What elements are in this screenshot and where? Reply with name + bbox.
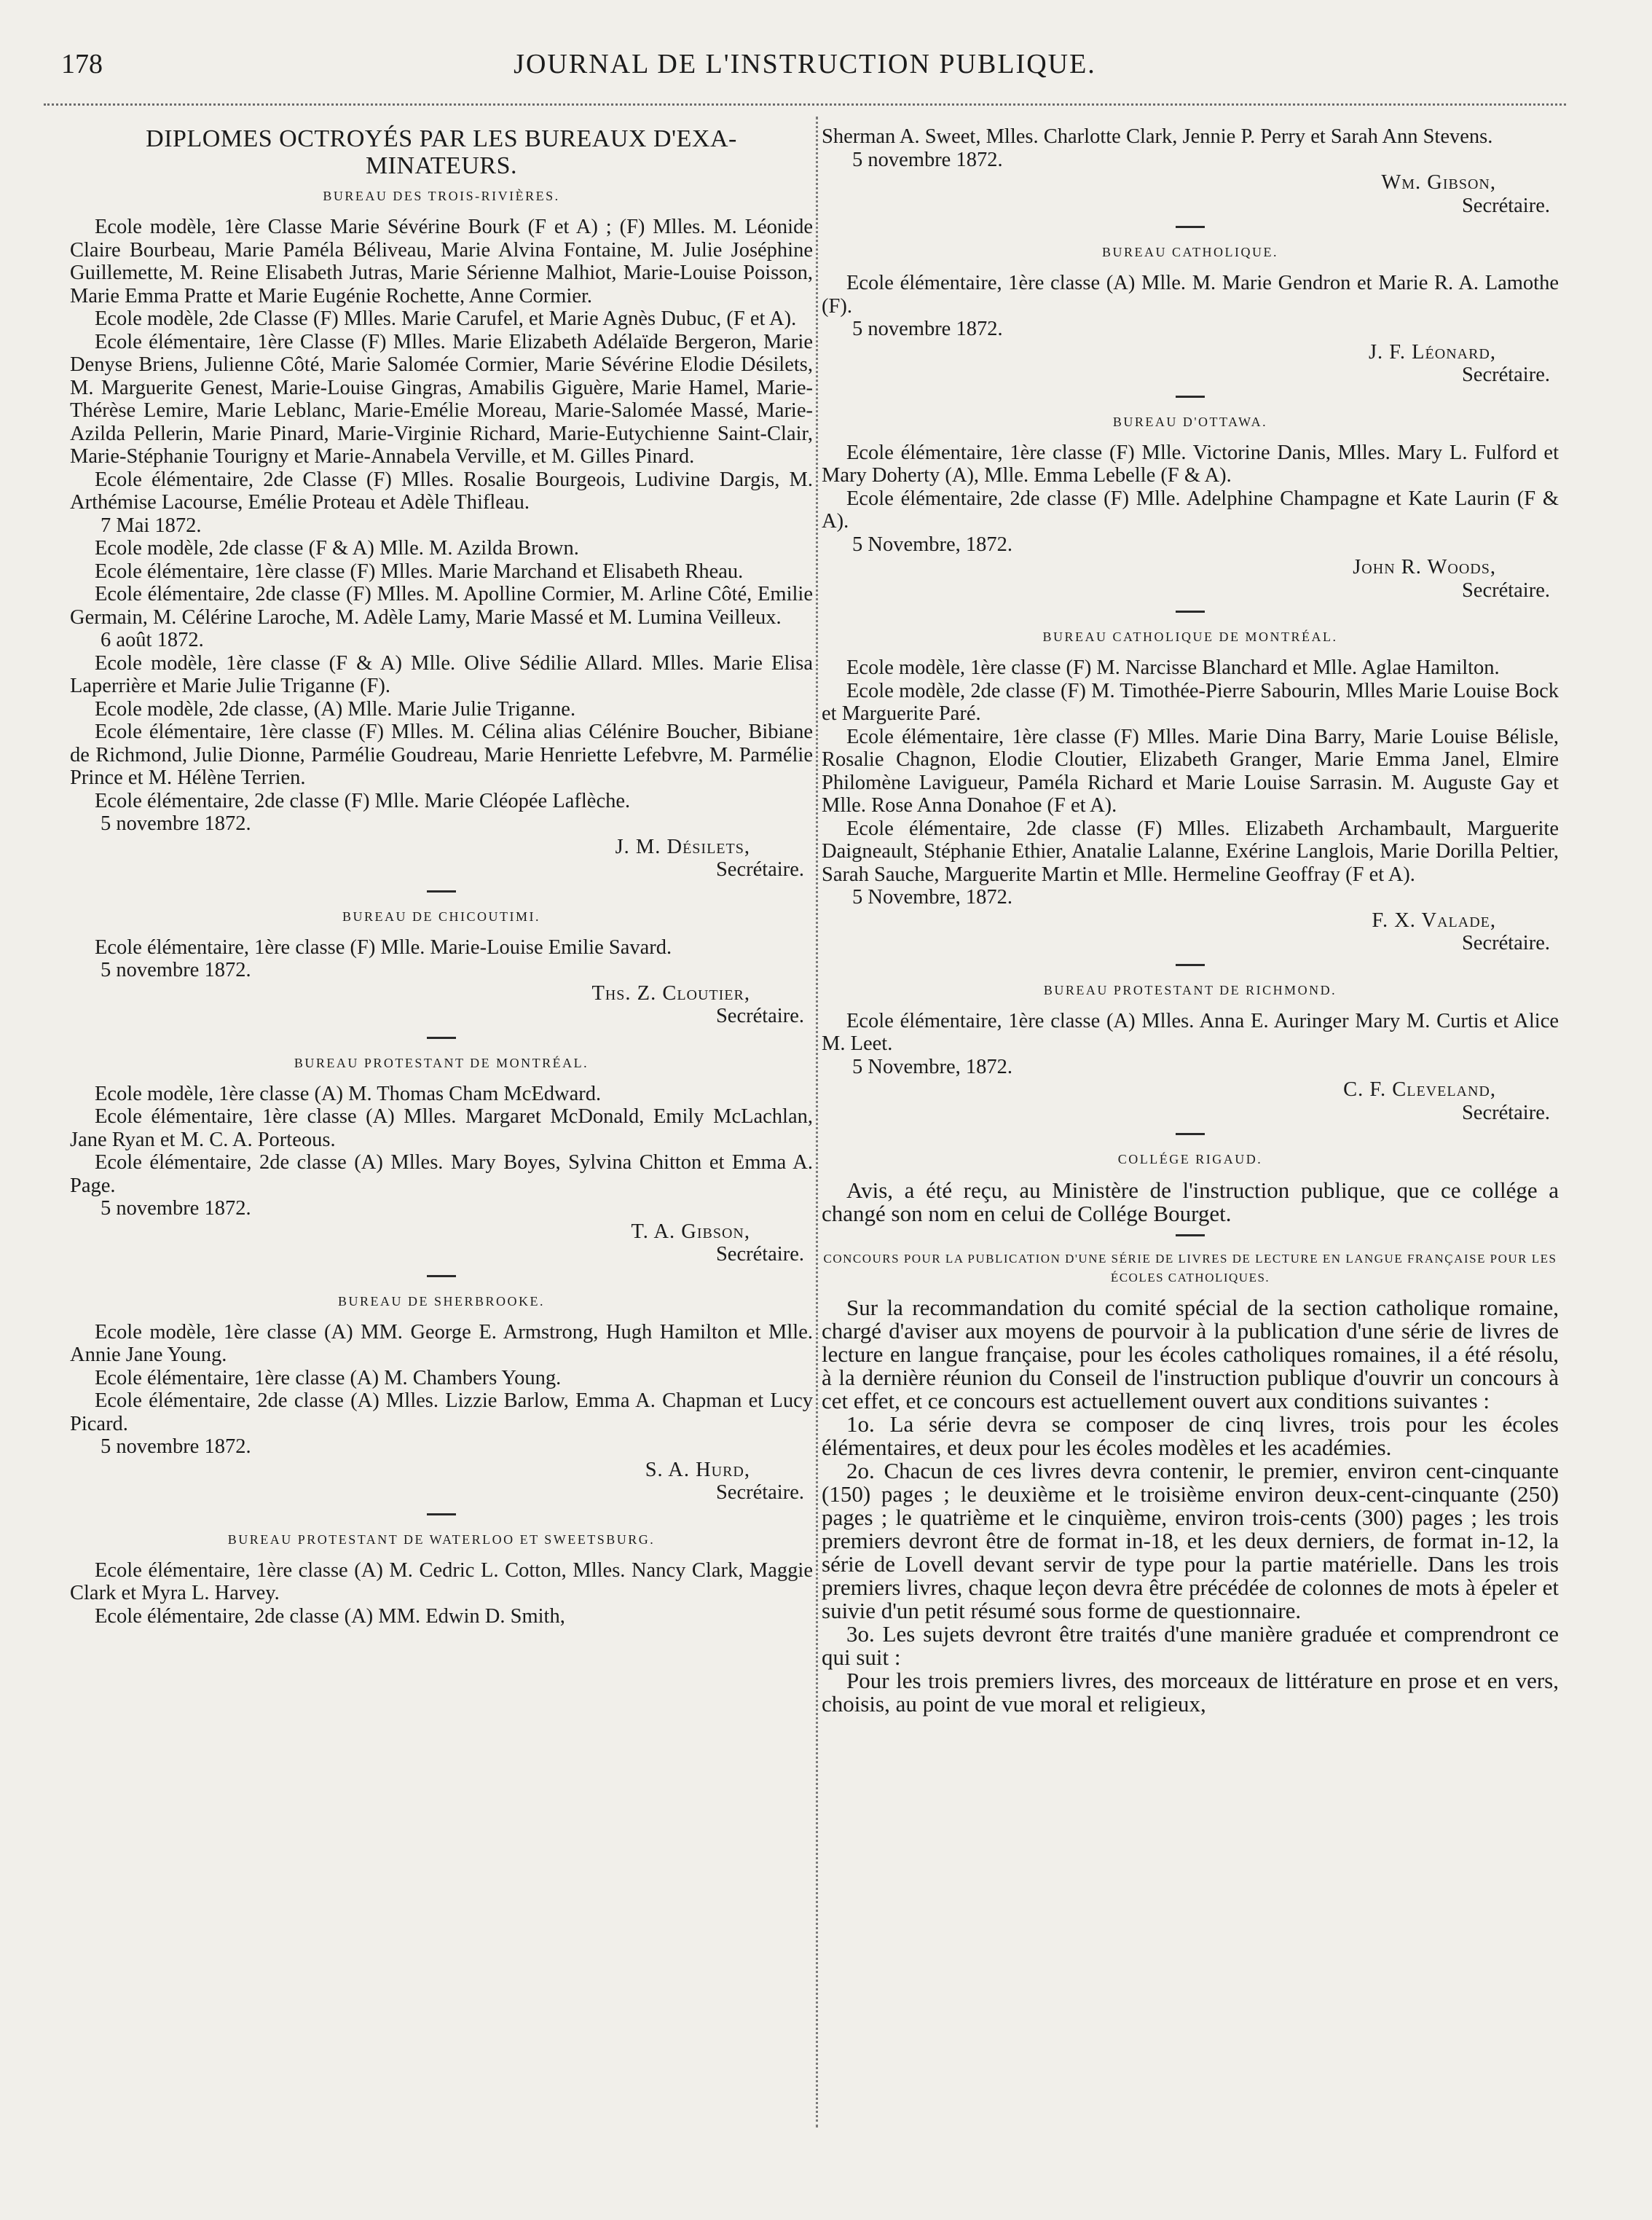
signatory-role: Secrétaire. xyxy=(715,1481,804,1504)
bureau-heading: BUREAU CATHOLIQUE. xyxy=(1102,245,1278,259)
signatory-name: S. A. Hurd, xyxy=(645,1458,750,1481)
signatory-role: Secrétaire. xyxy=(1461,1101,1550,1124)
signatory-name: Ths. Z. Cloutier, xyxy=(591,981,750,1005)
diploma-paragraph: Ecole modèle, 2de Classe (F) Mlles. Marie Carufel, et Marie Agnès Dubuc, (F et A). xyxy=(95,307,797,330)
diploma-paragraph: Ecole élémentaire, 1ère classe (F) Mlle. Marie-Louise Emilie Savard. xyxy=(95,936,672,959)
diploma-paragraph: Ecole élémentaire, 1ère classe (A) Mlles. Margaret McDonald, Emily McLachlan, Jane Ryan et M. C. A. Porteous. xyxy=(70,1105,813,1151)
bureau-heading: BUREAU PROTESTANT DE MONTRÉAL. xyxy=(294,1055,589,1070)
diploma-paragraph: Ecole élémentaire, 1ère classe (F) Mlle. Victorine Danis, Mlles. Mary L. Fulford et Mary Doherty (A), Mlle. Emma Lebelle (F & A). xyxy=(822,441,1559,487)
right-column xyxy=(822,125,1559,1716)
section-divider xyxy=(427,1275,456,1277)
section-divider xyxy=(1176,1234,1205,1236)
concours-heading: CONCOURS POUR LA PUBLICATION D'UNE SÉRIE DE LIVRES DE LECTURE EN LANGUE FRANÇAISE POUR LES ÉCOLES CATHOLIQUES. xyxy=(823,1252,1557,1284)
diploma-paragraph: Ecole modèle, 1ère classe (F) M. Narcisse Blanchard et Mlle. Aglae Hamilton. xyxy=(846,656,1500,679)
diploma-paragraph: Ecole modèle, 1ère classe (A) MM. George E. Armstrong, Hugh Hamilton et Mlle. Annie Jane Young. xyxy=(70,1320,813,1366)
section-divider xyxy=(427,890,456,893)
diploma-paragraph: Ecole élémentaire, 1ère classe (A) M. Chambers Young. xyxy=(95,1366,562,1389)
diploma-paragraph: Ecole élémentaire, 1ère classe (A) Mlles. Anna E. Auringer Mary M. Curtis et Alice M. Leet. xyxy=(822,1009,1559,1055)
date-line: 5 novembre 1872. xyxy=(852,148,1003,171)
diploma-paragraph: Ecole élémentaire, 1ère classe (F) Mlles. Marie Dina Barry, Marie Louise Bélisle, Rosalie Chagnon, Elodie Cloutier, Elizabeth Granger, Marie Emma Janel, Elmire Philomène Lavigueur, Paméla Richard et Marie Louise Sarrasin. M. Auguste Gay et Mlle. Rose Anna Donahoe (F et A). xyxy=(822,725,1559,817)
diploma-paragraph: Ecole élémentaire, 2de classe (A) Mlles. Mary Boyes, Sylvina Chitton et Emma A. Page. xyxy=(70,1151,813,1197)
diploma-paragraph: Ecole élémentaire, 2de Classe (F) Mlles. Rosalie Bourgeois, Ludivine Dargis, M. Arthémise Lacourse, Emélie Proteau et Adèle Thifleau. xyxy=(70,468,813,514)
diploma-paragraph: Ecole modèle, 1ère classe (A) M. Thomas Cham McEdward. xyxy=(95,1082,602,1105)
bureau-heading: BUREAU PROTESTANT DE WATERLOO ET SWEETSBURG. xyxy=(227,1531,656,1547)
section-divider xyxy=(427,1037,456,1039)
notice-paragraph: 3o. Les sujets devront être traités d'une manière graduée et comprendront ce qui suit : xyxy=(822,1621,1559,1670)
column-divider xyxy=(816,117,818,2127)
signatory-name: C. F. Cleveland, xyxy=(1343,1078,1496,1101)
signatory-name: Wm. Gibson, xyxy=(1381,171,1496,194)
date-line: 5 novembre 1872. xyxy=(852,318,1003,340)
signatory-role: Secrétaire. xyxy=(1461,194,1550,217)
signatory-name: T. A. Gibson, xyxy=(631,1220,750,1243)
diploma-paragraph: Ecole élémentaire, 2de classe (F) Mlle. Adelphine Champagne et Kate Laurin (F & A). xyxy=(822,487,1559,533)
diploma-paragraph: Ecole modèle, 2de classe (F & A) Mlle. M. Azilda Brown. xyxy=(95,537,579,560)
date-line: 5 novembre 1872. xyxy=(101,812,251,835)
page-header xyxy=(44,48,1566,92)
diploma-paragraph: Ecole modèle, 1ère classe (F & A) Mlle. Olive Sédilie Allard. Mlles. Marie Elisa Laperrière et Marie Julie Triganne (F). xyxy=(70,651,813,697)
page-number: 178 xyxy=(61,49,103,79)
section-divider xyxy=(1176,226,1205,228)
date-line: 5 novembre 1872. xyxy=(101,1435,251,1458)
diploma-paragraph: Ecole modèle, 2de classe (F) M. Timothée-Pierre Sabourin, Mlles Marie Louise Bock et Marguerite Paré. xyxy=(822,679,1559,725)
signatory-role: Secrétaire. xyxy=(715,1005,804,1027)
section-divider xyxy=(1176,611,1205,613)
date-line: 5 novembre 1872. xyxy=(101,959,251,981)
diploma-paragraph: Sherman A. Sweet, Mlles. Charlotte Clark, Jennie P. Perry et Sarah Ann Stevens. xyxy=(822,125,1493,148)
diploma-paragraph: Ecole élémentaire, 1ère Classe (F) Mlles. Marie Elizabeth Adélaïde Bergeron, Marie Denyse Briens, Julienne Côté, Marie Salomée Cormier, Marie Sévérine Elodie Désilets, M. Marguerite Genest, Marie-Louise Gingras, Amabilis Giguère, Marie Hamel, Marie-Thérèse Lemire, Marie Leblanc, Marie-Emélie Moreau, Marie-Salomée Massé, Marie-Azilda Pellerin, Marie Pinard, Marie-Virginie Richard, Marie-Eutychienne Saint-Clair, Marie-Stéphanie Tourigny et Marie-Annabela Verville, et M. Gilles Pinard. xyxy=(70,330,813,468)
diploma-paragraph: Ecole élémentaire, 2de classe (A) Mlles. Lizzie Barlow, Emma A. Chapman et Lucy Picard. xyxy=(70,1389,813,1435)
running-title: JOURNAL DE L'INSTRUCTION PUBLIQUE. xyxy=(514,49,1096,79)
diploma-paragraph: Ecole élémentaire, 1ère classe (F) Mlles. M. Célina alias Célénire Boucher, Bibiane de Richmond, Julie Dionne, Parmélie Goudreau, Marie Henriette Lefebvre, M. Parmélie Prince et M. Hélène Terrien. xyxy=(70,721,813,789)
notice-paragraph: Sur la recommandation du comité spécial de la section catholique romaine, chargé d'aviser aux moyens de pourvoir à la publication d'une série de livres de lecture en langue française, pour les écoles catholiques romaines, il a été résolu, à la dernière réunion du Conseil de l'instruction publique d'ouvrir un concours à cet effet, et ce concours est actuellement ouvert aux conditions suivantes : xyxy=(822,1295,1559,1413)
signatory-name: J. M. Désilets, xyxy=(615,835,750,858)
section-divider xyxy=(1176,1133,1205,1135)
bureau-heading: BUREAU CATHOLIQUE DE MONTRÉAL. xyxy=(1042,629,1338,644)
signatory-name: F. X. Valade, xyxy=(1372,909,1496,932)
section-divider xyxy=(1176,396,1205,398)
diploma-paragraph: Ecole élémentaire, 1ère classe (F) Mlles. Marie Marchand et Elisabeth Rheau. xyxy=(95,560,744,583)
date-line: 5 novembre 1872. xyxy=(101,1197,251,1220)
header-rule xyxy=(44,103,1566,106)
bureau-heading: BUREAU DE SHERBROOKE. xyxy=(337,1293,545,1309)
date-line: 5 Novembre, 1872. xyxy=(852,1055,1013,1078)
signatory-role: Secrétaire. xyxy=(1461,932,1550,954)
notice-paragraph: Pour les trois premiers livres, des morceaux de littérature en prose et en vers, choisis, au point de vue moral et religieux, xyxy=(822,1668,1559,1717)
signatory-name: J. F. Léonard, xyxy=(1368,340,1496,364)
date-line: 6 août 1872. xyxy=(101,629,204,651)
diploma-paragraph: Ecole élémentaire, 1ère classe (A) M. Cedric L. Cotton, Mlles. Nancy Clark, Maggie Clark et Myra L. Harvey. xyxy=(70,1558,813,1604)
diploma-paragraph: Ecole modèle, 1ère Classe Marie Sévérine Bourk (F et A) ; (F) Mlles. M. Léonide Claire Bourbeau, Marie Paméla Béliveau, Marie Alvina Fontaine, M. Julie Joséphine Guillemette, M. Reine Elisabeth Jutras, Marie Sérienne Malhiot, Marie-Louise Poisson, Marie Emma Pratte et Marie Eugénie Rochette, Anne Cormier. xyxy=(70,216,813,307)
signatory-name: John R. Woods, xyxy=(1353,556,1496,578)
bureau-heading: BUREAU DES TROIS-RIVIÈRES. xyxy=(323,189,560,203)
diploma-paragraph: Ecole élémentaire, 2de classe (A) MM. Edwin D. Smith, xyxy=(95,1604,565,1628)
section-title: DIPLOMES OCTROYÉS PAR LES BUREAUX D'EXA-MINATEURS. xyxy=(146,125,737,179)
bureau-heading: BUREAU PROTESTANT DE RICHMOND. xyxy=(1043,982,1337,997)
notice-paragraph: 1o. La série devra se composer de cinq livres, trois pour les écoles élémentaires, et deux pour les écoles modèles et les académies. xyxy=(822,1411,1559,1460)
section-divider xyxy=(427,1513,456,1515)
signatory-role: Secrétaire. xyxy=(1461,364,1550,386)
section-divider xyxy=(1176,964,1205,966)
signatory-role: Secrétaire. xyxy=(715,858,804,881)
signatory-role: Secrétaire. xyxy=(1461,578,1550,602)
notice-paragraph: Avis, a été reçu, au Ministère de l'instruction publique, que ce collége a changé son nom en celui de Collége Bourget. xyxy=(822,1177,1559,1226)
diploma-paragraph: Ecole élémentaire, 2de classe (F) Mlles. M. Apolline Cormier, M. Arline Côté, Emilie Germain, M. Célérine Laroche, M. Adèle Lamy, Marie Massé et M. Lumina Veilleux. xyxy=(70,583,813,629)
bureau-heading: BUREAU D'OTTAWA. xyxy=(1112,414,1268,429)
date-line: 5 Novembre, 1872. xyxy=(852,886,1013,909)
signatory-role: Secrétaire. xyxy=(715,1243,804,1266)
date-line: 5 Novembre, 1872. xyxy=(852,533,1013,556)
left-column xyxy=(70,125,813,1628)
bureau-heading: COLLÉGE RIGAUD. xyxy=(1117,1152,1263,1166)
diploma-paragraph: Ecole élémentaire, 2de classe (F) Mlle. Marie Cléopée Laflèche. xyxy=(95,789,631,812)
notice-paragraph: 2o. Chacun de ces livres devra contenir, le premier, environ cent-cinquante (150) pages ; le deuxième et le troisième environ deux-cent-cinquante (250) pages ; le quatrième et le cinquième, environ trois-cents (300) pages ; les trois premiers devront être de format in-18, et les deux derniers, de format in-12, la série de Lovell devant servir de type pour la partie matérielle. Dans les trois premiers livres, chaque leçon devra être précédée de colonnes de mots à épeler et suivie d'un petit résumé sous forme de questionnaire. xyxy=(822,1458,1559,1623)
diploma-paragraph: Ecole élémentaire, 2de classe (F) Mlles. Elizabeth Archambault, Marguerite Daigneault, Stéphanie Ethier, Anatalie Lalanne, Exérine Langlois, Marie Dorilla Peltier, Sarah Sauche, Marguerite Martin et Mlle. Hermeline Geoffray (F et A). xyxy=(822,817,1559,886)
bureau-heading: BUREAU DE CHICOUTIMI. xyxy=(342,909,540,924)
date-line: 7 Mai 1872. xyxy=(101,514,202,537)
diploma-paragraph: Ecole modèle, 2de classe, (A) Mlle. Marie Julie Triganne. xyxy=(95,697,576,721)
diploma-paragraph: Ecole élémentaire, 1ère classe (A) Mlle. M. Marie Gendron et Marie R. A. Lamothe (F). xyxy=(822,272,1559,318)
